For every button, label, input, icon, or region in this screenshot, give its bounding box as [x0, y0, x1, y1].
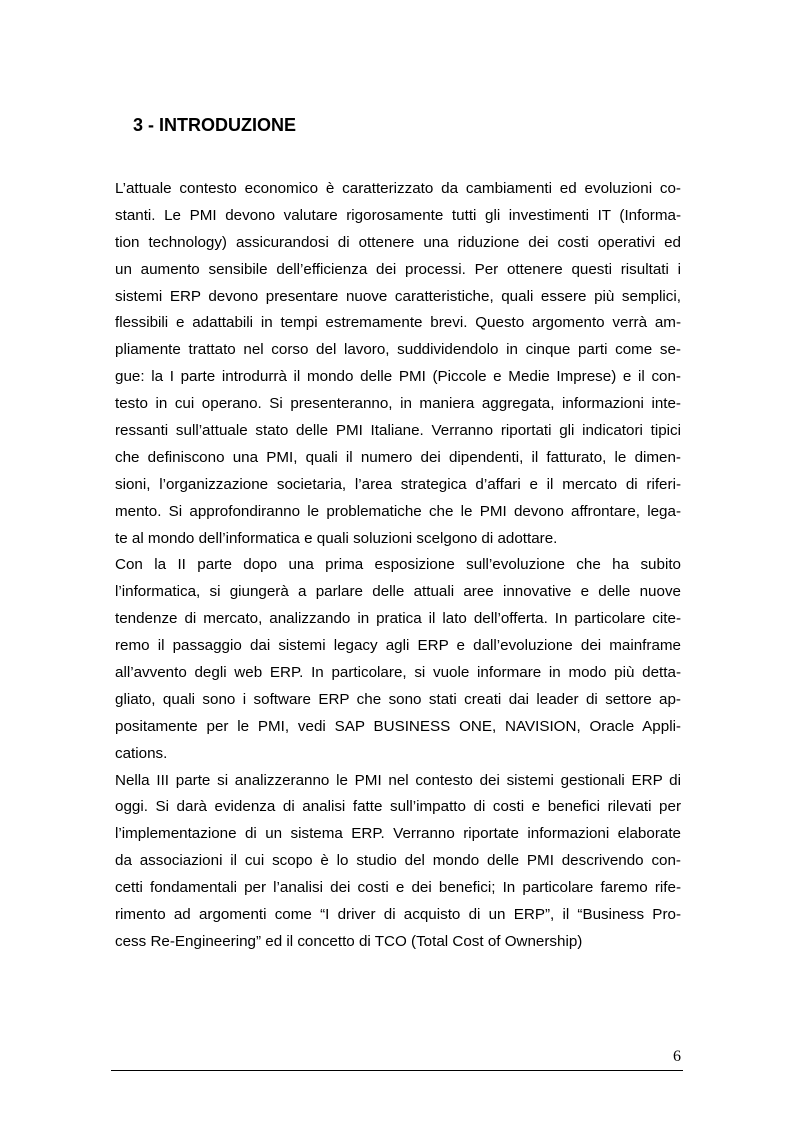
text-line: pliamente trattato nel corso del lavoro, suddividendolo in cinque parti come se- — [115, 341, 681, 359]
text-line: Nella III parte si analizzeranno le PMI nel contesto dei sistemi gestionali ERP di — [115, 771, 681, 789]
footer-rule — [111, 1070, 683, 1071]
text-line: positamente per le PMI, vedi SAP BUSINESS ONE, NAVISION, Oracle Appli- — [115, 717, 681, 735]
page-title: 3 - INTRODUZIONE — [133, 115, 297, 135]
text-line: gue: la I parte introdurrà il mondo delle PMI (Piccole e Medie Imprese) e il con- — [115, 368, 681, 386]
text-line: cations. — [115, 744, 168, 762]
text-line: cetti fondamentali per l’analisi dei costi e dei benefici; In particolare faremo rife- — [115, 879, 681, 897]
text-line: che definiscono una PMI, quali il numero dei dipendenti, il fatturato, le dimen- — [115, 448, 681, 466]
body-text — [115, 176, 681, 956]
text-line: cess Re-Engineering” ed il concetto di TCO (Total Cost of Ownership) — [115, 932, 583, 950]
text-line: rimento ad argomenti come “I driver di acquisto di un ERP”, il “Business Pro- — [115, 906, 681, 924]
text-line: te al mondo dell’informatica e quali soluzioni scelgono di adottare. — [115, 529, 558, 547]
text-line: L’attuale contesto economico è caratterizzato da cambiamenti ed evoluzioni co- — [115, 180, 681, 197]
text-line: da associazioni il cui scopo è lo studio del mondo delle PMI descrivendo con- — [115, 852, 681, 870]
text-line: ressanti sull’attuale stato delle PMI Italiane. Verranno riportati gli indicatori tipici — [115, 422, 681, 440]
text-line: gliato, quali sono i software ERP che sono stati creati dai leader di settore ap- — [115, 690, 681, 708]
text-line: sioni, l’organizzazione societaria, l’area strategica d’affari e il mercato di riferi- — [115, 475, 681, 493]
text-line: oggi. Si darà evidenza di analisi fatte sull’impatto di costi e benefici rilevati per — [115, 798, 681, 816]
text-line: stanti. Le PMI devono valutare rigorosamente tutti gli investimenti IT (Informa- — [115, 206, 681, 224]
text-line: tion technology) assicurandosi di ottenere una riduzione dei costi operativi ed — [115, 233, 681, 251]
text-line: Con la II parte dopo una prima esposizione sull’evoluzione che ha subito — [115, 556, 681, 574]
text-line: l’informatica, si giungerà a parlare delle attuali aree innovative e delle nuove — [115, 583, 681, 601]
text-line: flessibili e adattabili in tempi estremamente brevi. Questo argomento verrà am- — [115, 314, 681, 332]
text-line: testo in cui operano. Si presenteranno, in maniera aggregata, informazioni inte- — [115, 395, 681, 413]
text-line: remo il passaggio dai sistemi legacy agli ERP e dall’evoluzione dei mainframe — [115, 637, 681, 655]
text-line: l’implementazione di un sistema ERP. Verranno riportate informazioni elaborate — [115, 825, 681, 843]
text-line: un aumento sensibile dell’efficienza dei processi. Per ottenere questi risultati i — [115, 260, 681, 278]
text-line: tendenze di mercato, analizzando in pratica il lato dell’offerta. In particolare cite- — [115, 610, 681, 628]
text-line: sistemi ERP devono presentare nuove caratteristiche, quali essere più semplici, — [115, 287, 681, 305]
text-line: all’avvento degli web ERP. In particolare, si vuole informare in modo più detta- — [115, 664, 681, 682]
text-line: mento. Si approfondiranno le problematiche che le PMI devono affrontare, lega- — [115, 502, 681, 520]
page-number: 6 — [673, 1048, 681, 1065]
